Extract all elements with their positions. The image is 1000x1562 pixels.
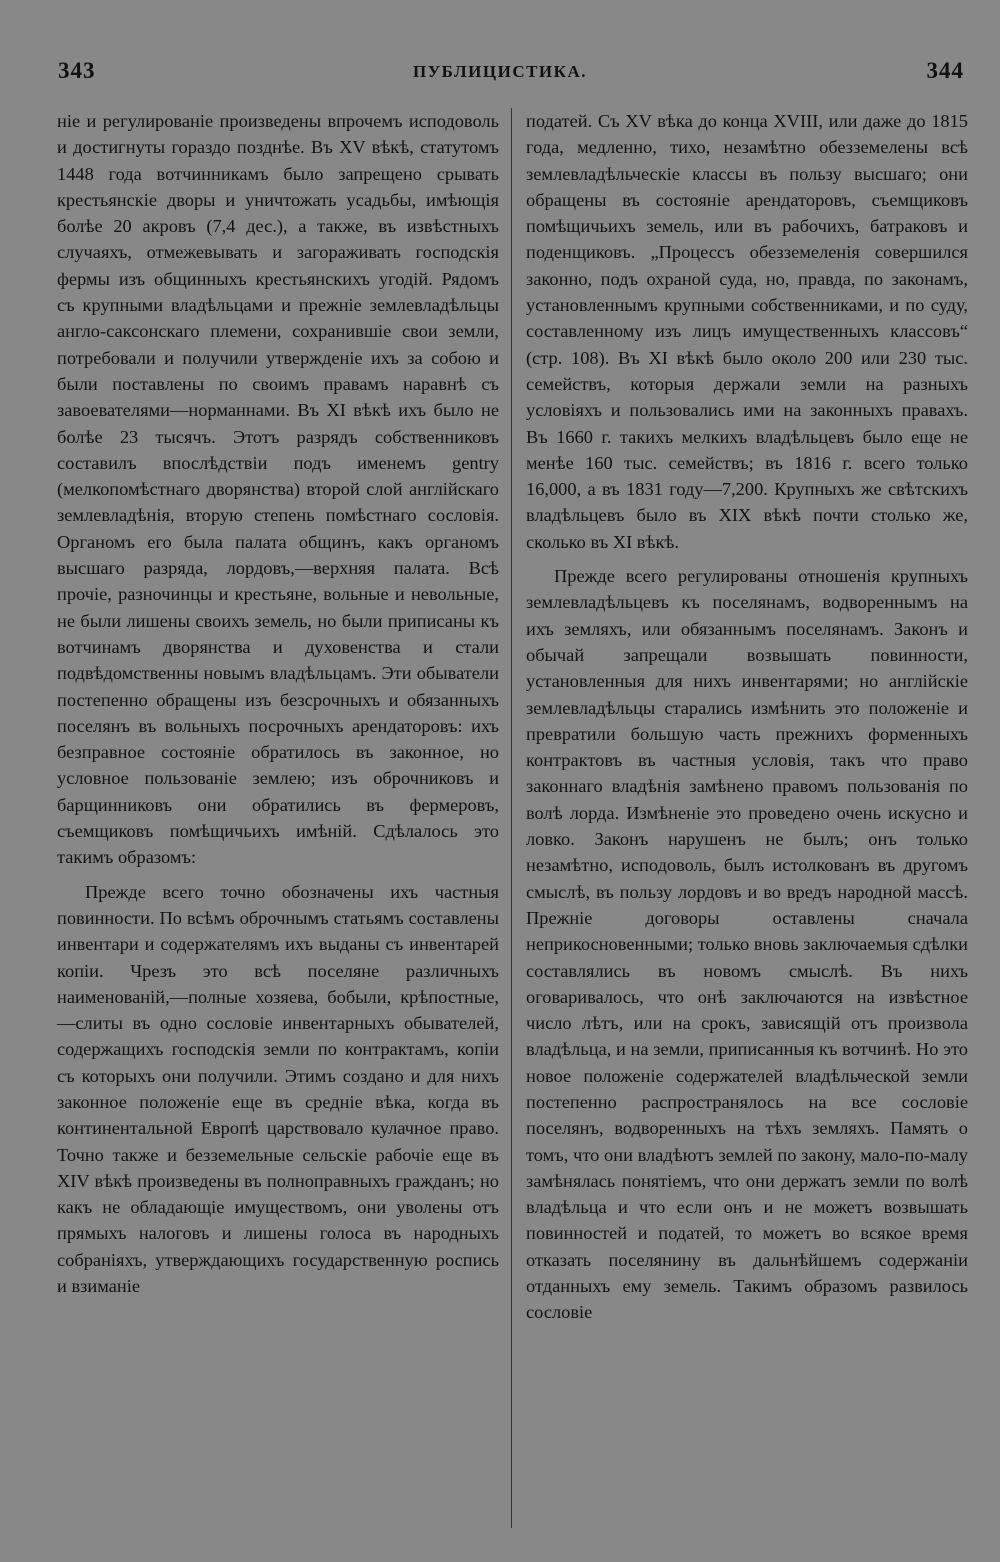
right-page-number: 344	[926, 58, 964, 83]
right-column	[526, 108, 968, 1326]
paragraph: Прежде всего точно обозначены ихъ частныя повинности. По всѣмъ оброчнымъ статьямъ составлены инвентари и содержателямъ ихъ выданы съ инвентарей копіи. Чрезъ это всѣ поселяне различныхъ наименованій,—полные хозяева, бобыли, крѣпостные,—слиты въ одно сословіе инвентарныхъ обывателей, содержащихъ господскія земли по контрактамъ, копіи съ которыхъ они получили. Этимъ создано и для нихъ законное положеніе еще въ средніе вѣка, когда въ континентальной Европѣ царствовало кулачное право. Точно также и безземельные сельскіе рабочіе еще въ XIV вѣкѣ произведены въ полноправныхъ гражданъ; но какъ не обладающіе имуществомъ, они уволены отъ прямыхъ налоговъ и лишены голоса въ народныхъ собраніяхъ, утверждающихъ государственную роспись и взиманіе	[57, 881, 499, 1297]
paragraph: Прежде всего регулированы отношенія крупныхъ землевладѣльцевъ къ поселянамъ, водвореннымъ на ихъ земляхъ, или обязаннымъ поселянамъ. Законъ и обычай запрещали возвышать повинности, установленныя для нихъ инвентарями; но англійскіе землевладѣльцы старались измѣнить это положеніе и превратили большую часть прежнихъ форменныхъ контрактовъ въ частныя условія, такъ что право законнаго владѣнія замѣнено правомъ пользованія по волѣ лорда. Измѣненіе это проведено очень искусно и ловко. Законъ нарушенъ не былъ; онъ только незамѣтно, исподоволь, былъ истолкованъ въ другомъ смыслѣ, въ пользу лордовъ и во вредъ народной массѣ. Прежніе договоры оставлены сначала неприкосновенными; только вновь заключаемыя сдѣлки составлялись въ новомъ смыслѣ. Въ нихъ оговаривалось, что онѣ заключаются на извѣстное число лѣтъ, или на срокъ, зависящій отъ произвола владѣльца, и на земли, приписанныя къ вотчинѣ. Но это новое положеніе содержателей владѣльческой земли постепенно распространялось на все сословіе поселянъ, водворенныхъ на тѣхъ земляхъ. Память о томъ, что они владѣютъ землей по закону, мало-по-малу замѣнялась понятіемъ, что они держатъ земли по волѣ владѣльца и что если онъ и не можетъ возвышать повинностей и податей, то можетъ во всякое время отказать поселянину въ дальнѣйшемъ содержаніи отданныхъ ему земель. Такимъ образомъ развилось сословіе	[526, 566, 968, 1323]
left-page-number: 343	[58, 58, 96, 83]
paragraph: ніе и регулированіе произведены впрочемъ исподоволь и достигнуты гораздо позднѣе. Въ XV вѣкѣ, статутомъ 1448 года вотчинникамъ было запрещено срывать крестьянскіе дворы и уничтожать усадьбы, имѣющія болѣе 20 акровъ (7,4 дес.), а также, въ извѣстныхъ случаяхъ, отмежевывать и загораживать господскія фермы изъ общинныхъ крестьянскихъ угодій. Рядомъ съ крупными владѣльцами и прежніе землевладѣльцы англо-саксонскаго племени, сохранившіе свои земли, потребовали и получили утвержденіе ихъ за собою и были поставлены по своимъ правамъ наравнѣ съ завоевателями—норманнами. Въ XI вѣкѣ ихъ было не болѣе 23 тысячъ. Этотъ разрядъ собственниковъ составилъ впослѣдствіи подъ именемъ gentry (мелкопомѣстнаго дворянства) второй слой англійскаго землевладѣнія, вторую степень помѣстнаго сословія. Органомъ его была палата общинъ, какъ органомъ высшаго разряда, лордовъ,—верхняя палата. Всѣ прочіе, разночинцы и крестьяне, вольные и невольные, не были лишены своихъ земель, но были приписаны къ вотчинамъ дворянства и духовенства и стали подвѣдомственны новымъ владѣльцамъ. Эти обыватели постепенно обращены изъ безсрочныхъ и обязанныхъ поселянъ въ вольныхъ посрочныхъ арендаторовъ: ихъ безправное состояніе обратилось въ законное, но условное пользованіе землею; изъ оброчниковъ и барщинниковъ они обратились въ фермеровъ, съемщиковъ помѣщичьихъ имѣній. Сдѣлалось это такимъ образомъ:	[57, 111, 499, 868]
page-header	[0, 58, 1000, 86]
running-title: ПУБЛИЦИСТИКА.	[412, 62, 588, 81]
paragraph: податей. Съ XV вѣка до конца XVIII, или даже до 1815 года, медленно, тихо, незамѣтно обезземелены всѣ землевладѣльческіе классы въ пользу высшаго; они обращены въ состояніе арендаторовъ, съемщиковъ помѣщичьихъ земель, или въ рабочихъ, батраковъ и поденщиковъ. „Процессъ обезземеленія совершился законно, подъ охраной суда, но, правда, по законамъ, установленнымъ крупными собственниками, и по суду, составленному изъ лицъ имущественныхъ классовъ“ (стр. 108). Въ XI вѣкѣ было около 200 или 230 тыс. семействъ, которыя держали земли на разныхъ условіяхъ и пользовались ими на законныхъ правахъ. Въ 1660 г. такихъ мелкихъ владѣльцевъ было еще не менѣе 160 тыс. семействъ; въ 1816 г. всего только 16,000, а въ 1831 году—7,200. Крупныхъ же свѣтскихъ владѣльцевъ было въ XIX вѣкѣ почти столько же, сколько въ XI вѣкѣ.	[526, 111, 968, 552]
left-column	[57, 108, 499, 1299]
column-divider	[511, 108, 512, 1528]
